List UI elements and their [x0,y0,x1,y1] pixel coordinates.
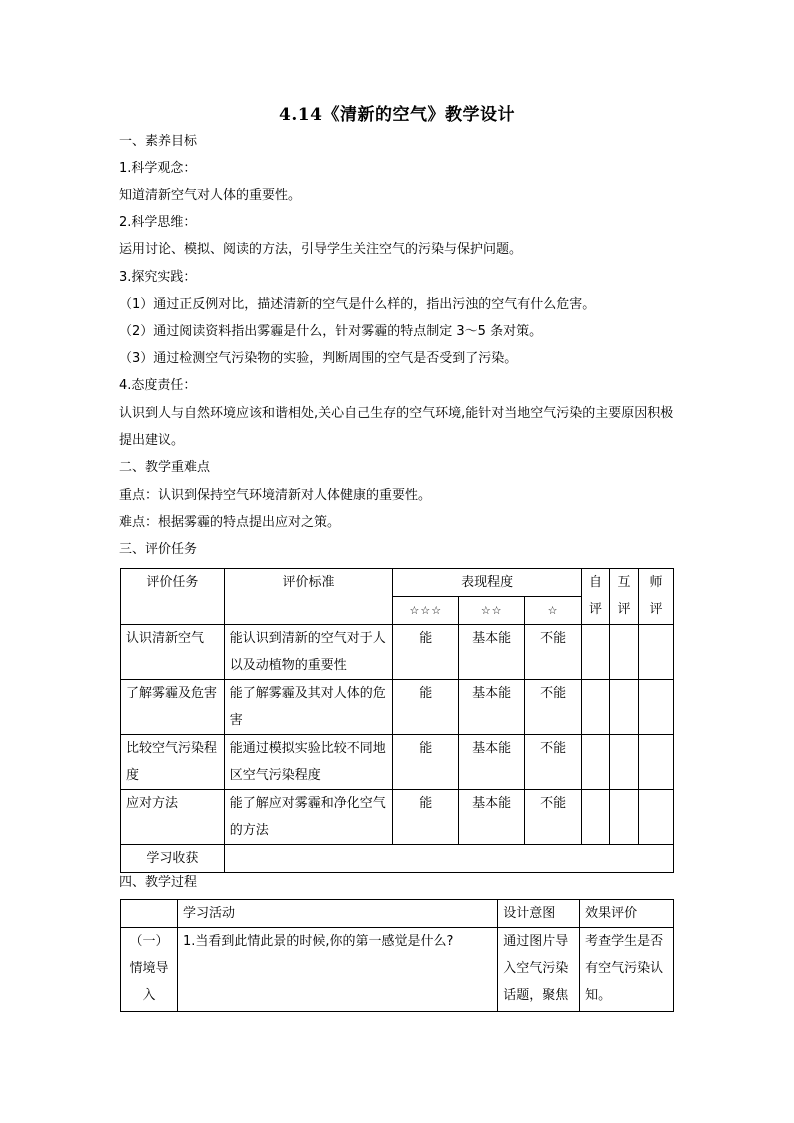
eval-criteria-cell: 能了解雾霾及其对人体的危害 [224,680,393,735]
science-concept-text: 知道清新空气对人体的重要性。 [119,188,302,203]
subheading-science-concept: 1.科学观念： [119,161,197,176]
level-3-cell: 能 [393,625,459,680]
eval-criteria-cell: 能认识到清新的空气对于人以及动植物的重要性 [224,625,393,680]
table-row [121,680,674,735]
section-heading-process: 四、教学过程 [119,875,198,890]
table-row [121,790,674,845]
header-effect: 效果评价 [580,900,674,928]
intent-cell: 通过图片导入空气污染话题，聚焦 [498,928,580,1012]
subheading-science-thinking: 2.科学思维： [119,215,197,230]
stage-cell: （一）情境导入 [121,928,178,1012]
table-row [121,625,674,680]
teacher-eval-cell [638,625,673,680]
header-teacher: 师评 [638,569,673,625]
header-performance: 表现程度 [393,569,582,597]
teacher-eval-cell [638,790,673,845]
self-eval-cell [582,735,610,790]
evaluation-table [120,568,674,873]
subheading-attitude: 4.态度责任： [119,378,197,393]
self-eval-cell [582,625,610,680]
level-2-cell: 基本能 [459,680,525,735]
level-2-cell: 基本能 [459,790,525,845]
section-heading-goals: 一、素养目标 [119,134,198,149]
harvest-row [121,845,674,873]
teacher-eval-cell [638,735,673,790]
level-1-cell: 不能 [525,735,582,790]
header-activity: 学习活动 [177,900,497,928]
key-point-text: 重点：认识到保持空气环境清新对人体健康的重要性。 [119,488,432,503]
harvest-label: 学习收获 [121,845,225,873]
level-2-cell: 基本能 [459,625,525,680]
section-heading-evaluation: 三、评价任务 [119,542,198,557]
level-1-cell: 不能 [525,790,582,845]
header-stage [121,900,178,928]
inquiry-item-2: （2）通过阅读资料指出雾霾是什么，针对雾霾的特点制定 3～5 条对策。 [119,324,543,339]
level-3-cell: 能 [393,680,459,735]
header-eval-criteria: 评价标准 [224,569,393,625]
eval-task-cell: 认识清新空气 [121,625,225,680]
self-eval-cell [582,790,610,845]
inquiry-item-3: （3）通过检测空气污染物的实验，判断周围的空气是否受到了污染。 [119,351,518,366]
level-2-cell: 基本能 [459,735,525,790]
eval-criteria-cell: 能了解应对雾霾和净化空气的方法 [224,790,393,845]
level-1-cell: 不能 [525,680,582,735]
peer-eval-cell [609,680,638,735]
self-eval-cell [582,680,610,735]
header-eval-task: 评价任务 [121,569,225,625]
level-3-cell: 能 [393,790,459,845]
table-row [121,735,674,790]
level-1-cell: 不能 [525,625,582,680]
teacher-eval-cell [638,680,673,735]
header-two-stars: ☆☆ [459,597,525,625]
subheading-inquiry-practice: 3.探究实践： [119,270,197,285]
header-self: 自评 [582,569,610,625]
inquiry-item-1: （1）通过正反例对比，描述清新的空气是什么样的，指出污浊的空气有什么危害。 [119,297,596,312]
difficulty-text: 难点：根据雾霾的特点提出应对之策。 [119,515,341,530]
level-3-cell: 能 [393,735,459,790]
eval-task-cell: 应对方法 [121,790,225,845]
header-one-star: ☆ [525,597,582,625]
header-peer: 互评 [609,569,638,625]
effect-cell: 考查学生是否有空气污染认知。 [580,928,674,1012]
eval-criteria-cell: 能通过模拟实验比较不同地区空气污染程度 [224,735,393,790]
peer-eval-cell [609,625,638,680]
process-table [120,899,674,1012]
attitude-text: 认识到人与自然环境应该和谐相处,关心自己生存的空气环境,能针对当地空气污染的主要原因积极提出建议。 [119,406,674,448]
eval-task-cell: 比较空气污染程度 [121,735,225,790]
header-intent: 设计意图 [498,900,580,928]
science-thinking-text: 运用讨论、模拟、阅读的方法，引导学生关注空气的污染与保护问题。 [119,242,523,257]
header-three-stars: ☆☆☆ [393,597,459,625]
document-title: 4.14《清新的空气》教学设计 [279,105,515,125]
harvest-content-cell [224,845,673,873]
activity-cell: 1.当看到此情此景的时候,你的第一感觉是什么? [177,928,497,1012]
peer-eval-cell [609,735,638,790]
section-heading-key-points: 二、教学重难点 [119,460,211,475]
table-row [121,928,674,1012]
eval-task-cell: 了解雾霾及危害 [121,680,225,735]
peer-eval-cell [609,790,638,845]
